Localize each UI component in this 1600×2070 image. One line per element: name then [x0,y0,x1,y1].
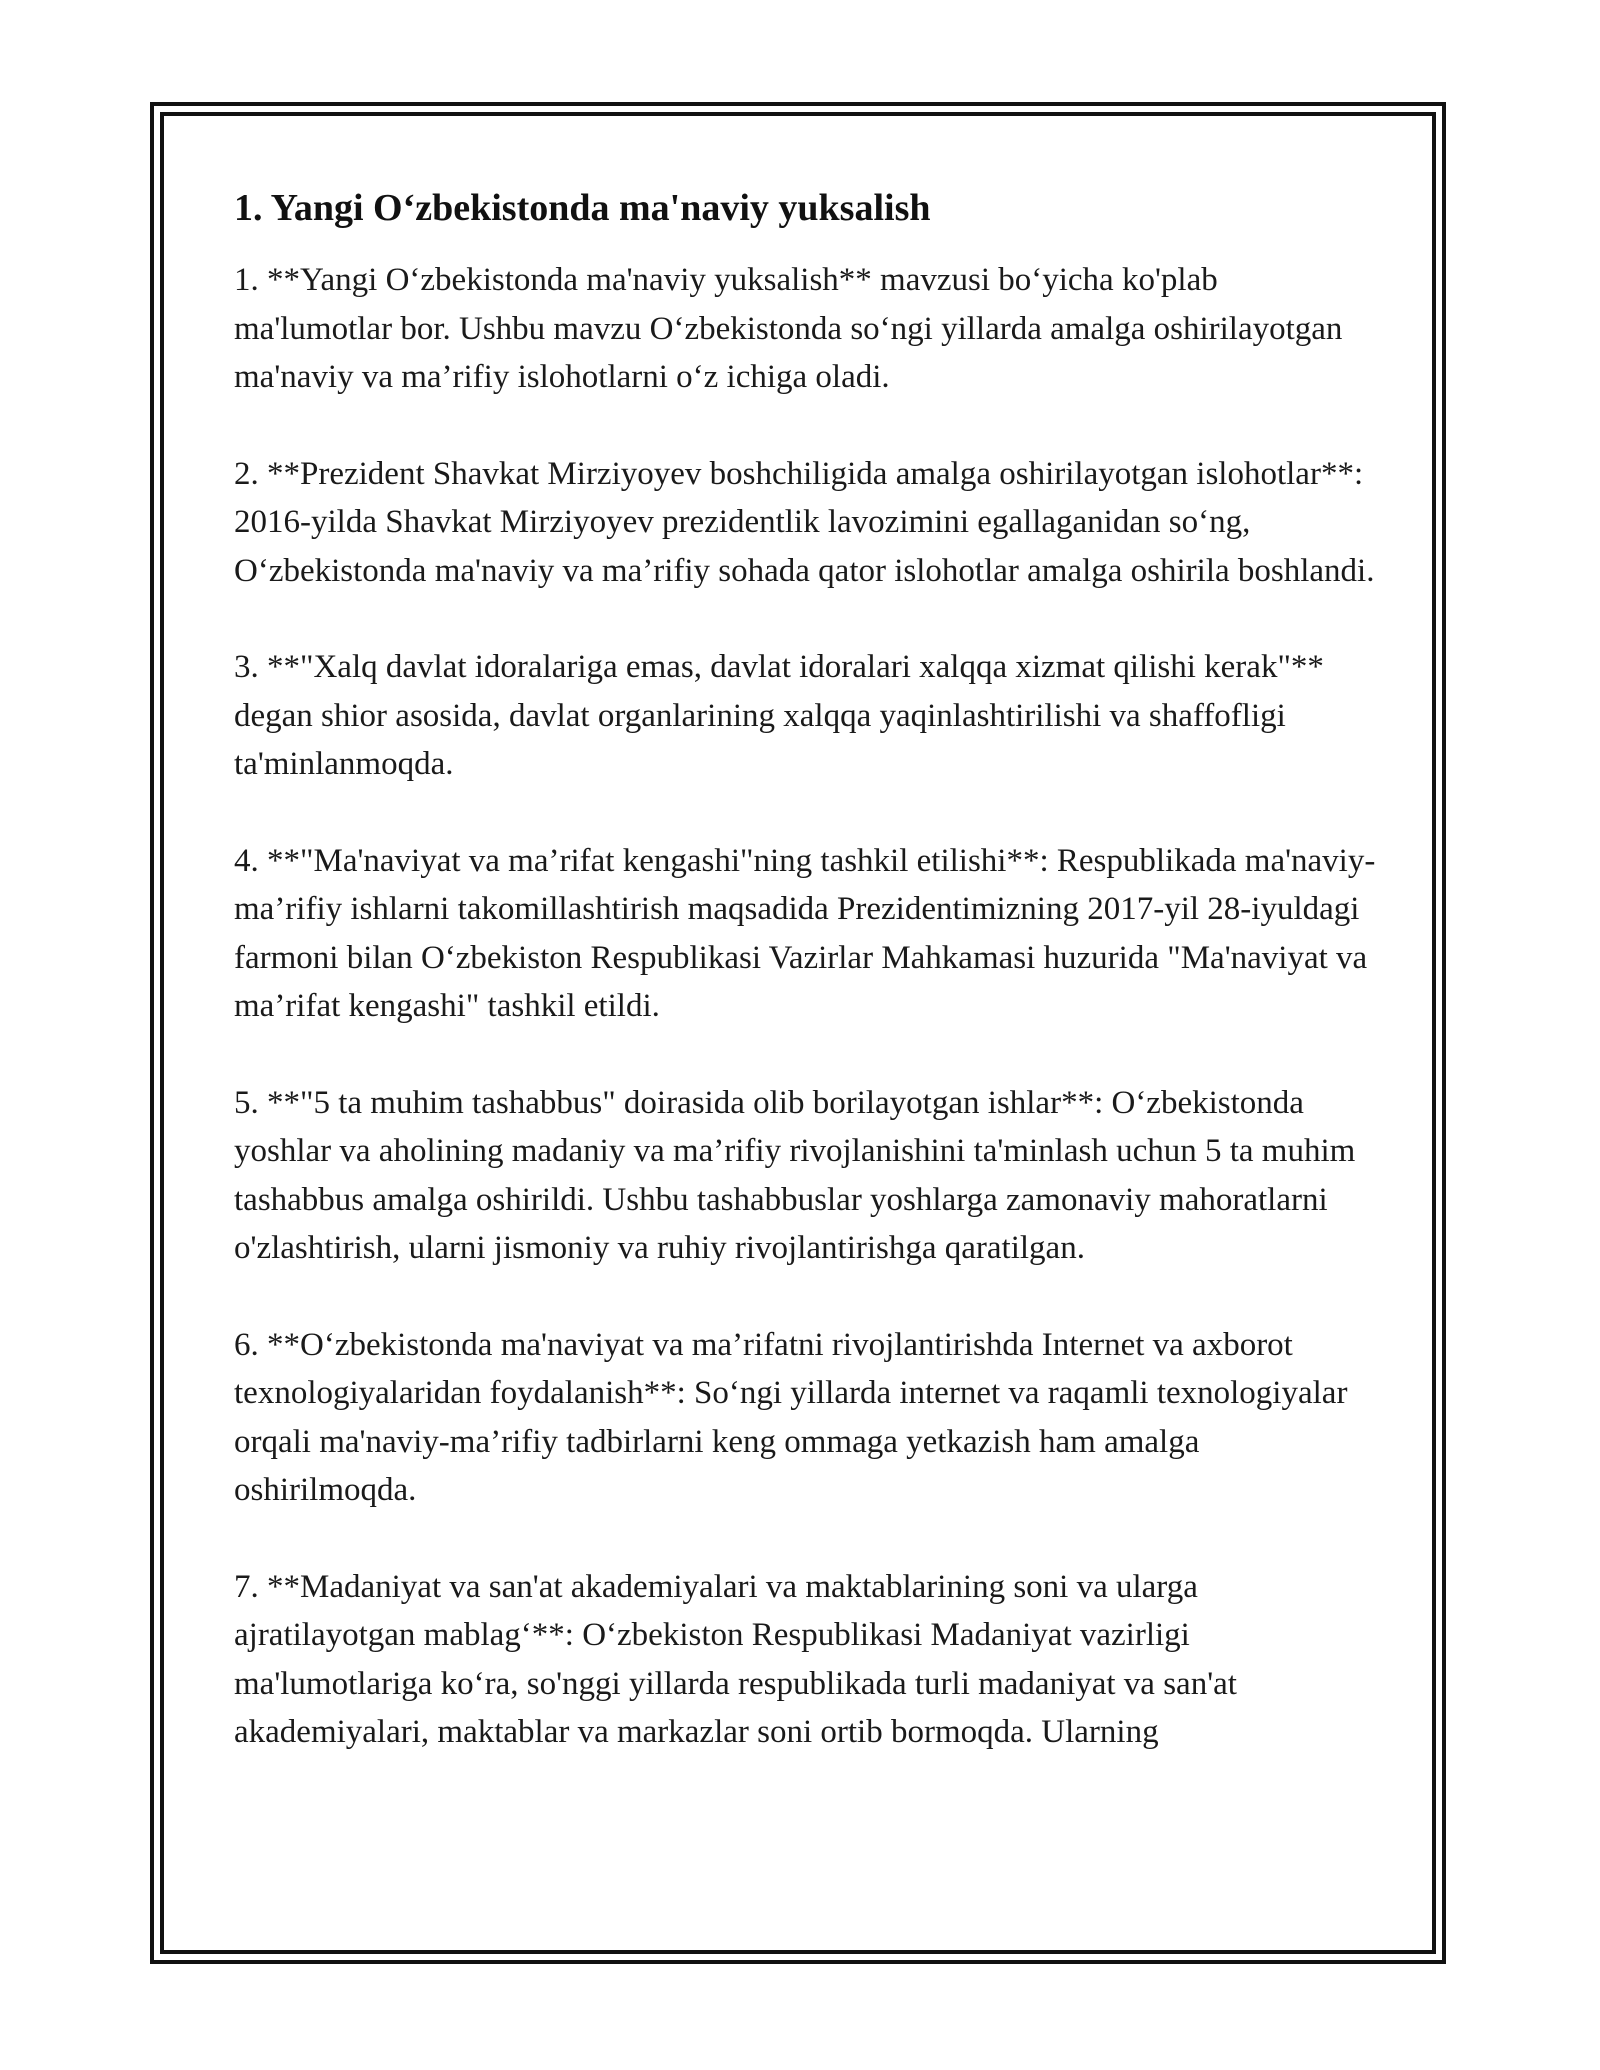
paragraph-6: 6. **O‘zbekistonda ma'naviyat va ma’rifatni rivojlantirishda Internet va axborot texnologiyalaridan foydalanish**: So‘ngi yillarda internet va raqamli texnologiyalar orqali ma'naviy-ma’rifiy tadbirlarni keng ommaga yetkazish ham amalga oshirilmoqda. [234,1326,1348,1508]
document-body [234,180,1384,1757]
paragraph-4: 4. **"Ma'naviyat va ma’rifat kengashi"ning tashkil etilishi**: Respublikada ma'naviy-ma’rifiy ishlarni takomillashtirish maqsadida Prezidentimizning 2017-yil 28-iyuldagi farmoni bilan O‘zbekiston Respublikasi Vazirlar Mahkamasi huzurida "Ma'naviyat va ma’rifat kengashi" tashkil etildi. [234,842,1376,1024]
paragraph-5: 5. **"5 ta muhim tashabbus" doirasida olib borilayotgan ishlar**: O‘zbekistonda yoshlar va aholining madaniy va ma’rifiy rivojlanishini ta'minlash uchun 5 ta muhim tashabbus amalga oshirildi. Ushbu tashabbuslar yoshlarga zamonaviy mahoratlarni o'zlashtirish, ularni jismoniy va ruhiy rivojlantirishga qaratilgan. [234,1084,1356,1266]
document-title: 1. Yangi O‘zbekistonda ma'naviy yuksalish [234,187,931,229]
paragraph-2: 2. **Prezident Shavkat Mirziyoyev boshchiligida amalga oshirilayotgan islohotlar**: 2016-yilda Shavkat Mirziyoyev prezidentlik lavozimini egallaganidan so‘ng, O‘zbekistonda ma'naviy va ma’rifiy sohada qator islohotlar amalga oshirila boshlandi. [234,455,1375,589]
paragraph-7: 7. **Madaniyat va san'at akademiyalari va maktablarining soni va ularga ajratilayotgan mablag‘**: O‘zbekiston Respublikasi Madaniyat vazirligi ma'lumotlariga ko‘ra, so'nggi yillarda respublikada turli madaniyat va san'at akademiyalari, maktablar va markazlar soni ortib bormoqda. Ularning [234,1568,1237,1750]
paragraph-3: 3. **"Xalq davlat idoralariga emas, davlat idoralari xalqqa xizmat qilishi kerak"** degan shior asosida, davlat organlarining xalqqa yaqinlashtirilishi va shaffofligi ta'minlanmoqda. [234,649,1324,782]
paragraph-1: 1. **Yangi O‘zbekistonda ma'naviy yuksalish** mavzusi bo‘yicha ko'plab ma'lumotlar bor. Ushbu mavzu O‘zbekistonda so‘ngi yillarda amalga oshirilayotgan ma'naviy va ma’rifiy islohotlarni o‘z ichiga oladi. [234,262,1343,395]
